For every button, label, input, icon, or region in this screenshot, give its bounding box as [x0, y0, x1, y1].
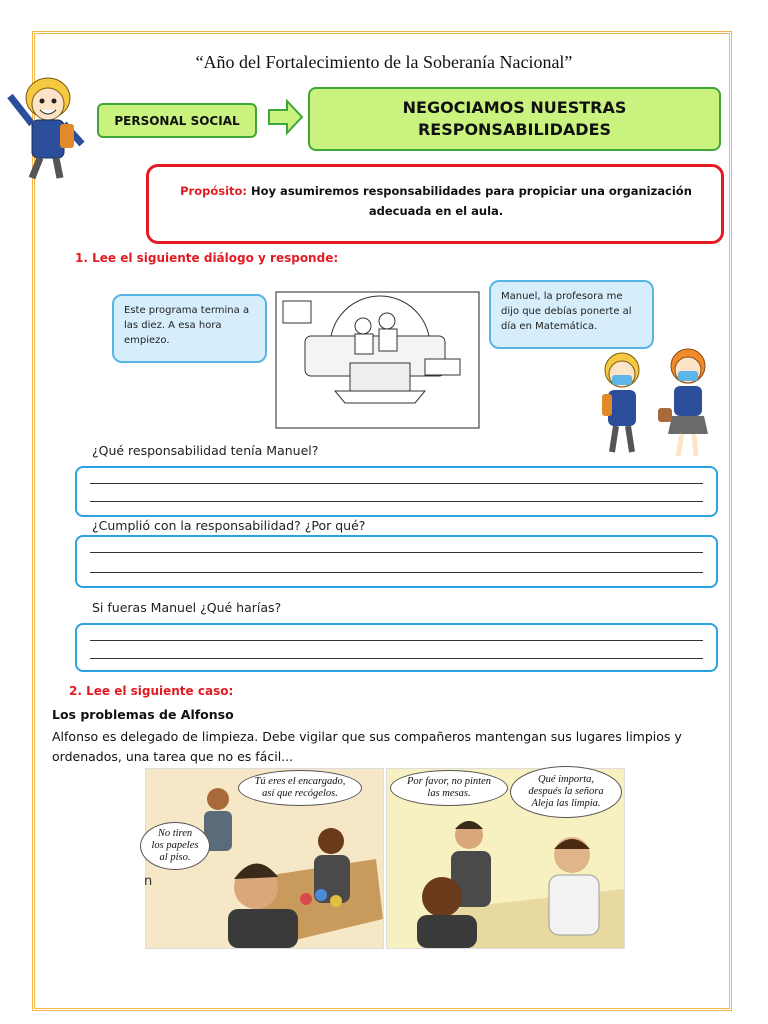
- speech-bubble-left: Este programa termina a las diez. A esa hora empiezo.: [112, 294, 267, 363]
- section2-heading: 2. Lee el siguiente caso:: [69, 684, 234, 698]
- course-label: PERSONAL SOCIAL: [97, 103, 257, 138]
- answer-box-2[interactable]: [75, 535, 718, 588]
- living-room-illustration: [275, 291, 480, 429]
- answer-line: [90, 483, 703, 484]
- comic-bubble-1: Tú eres el encargado, así que recógelos.: [238, 770, 362, 806]
- answer-box-1[interactable]: [75, 466, 718, 517]
- answer-line: [90, 552, 703, 553]
- question-1: ¿Qué responsabilidad tenía Manuel?: [92, 443, 319, 458]
- answer-box-3[interactable]: [75, 623, 718, 672]
- comic-bubble-4: Qué importa, después la señora Aleja las limpia.: [510, 766, 622, 818]
- stray-letter: n: [144, 874, 153, 889]
- answer-line: [90, 572, 703, 573]
- arrow-right-icon: [267, 98, 305, 136]
- answer-line: [90, 658, 703, 659]
- purpose-label: Propósito:: [180, 184, 248, 198]
- kid-mascot-illustration: [4, 66, 90, 184]
- comic-bubble-3: Por favor, no pinten las mesas.: [390, 770, 508, 806]
- comic-bubble-2: No tiren los papeles al piso.: [140, 822, 210, 870]
- purpose-text: Hoy asumiremos responsabilidades para propiciar una organización adecuada en el aula.: [251, 184, 692, 218]
- topic-title: NEGOCIAMOS NUESTRAS RESPONSABILIDADES: [308, 87, 721, 151]
- question-3: Si fueras Manuel ¿Qué harías?: [92, 600, 282, 615]
- section1-heading: 1. Lee el siguiente diálogo y responde:: [75, 251, 339, 265]
- speech-bubble-right: Manuel, la profesora me dijo que debías ponerte al día en Matemática.: [489, 280, 654, 349]
- purpose-box: [146, 164, 724, 244]
- answer-line: [90, 640, 703, 641]
- case-title: Los problemas de Alfonso: [52, 707, 234, 722]
- answer-line: [90, 501, 703, 502]
- kids-with-masks-illustration: [592, 348, 722, 464]
- case-text: Alfonso es delegado de limpieza. Debe vigilar que sus compañeros mantengan sus lugares limpios y ordenados, una tarea que no es fácil...: [52, 729, 682, 764]
- page-title: “Año del Fortalecimiento de la Soberanía Nacional”: [195, 52, 573, 72]
- question-2: ¿Cumplió con la responsabilidad? ¿Por qué?: [92, 518, 366, 533]
